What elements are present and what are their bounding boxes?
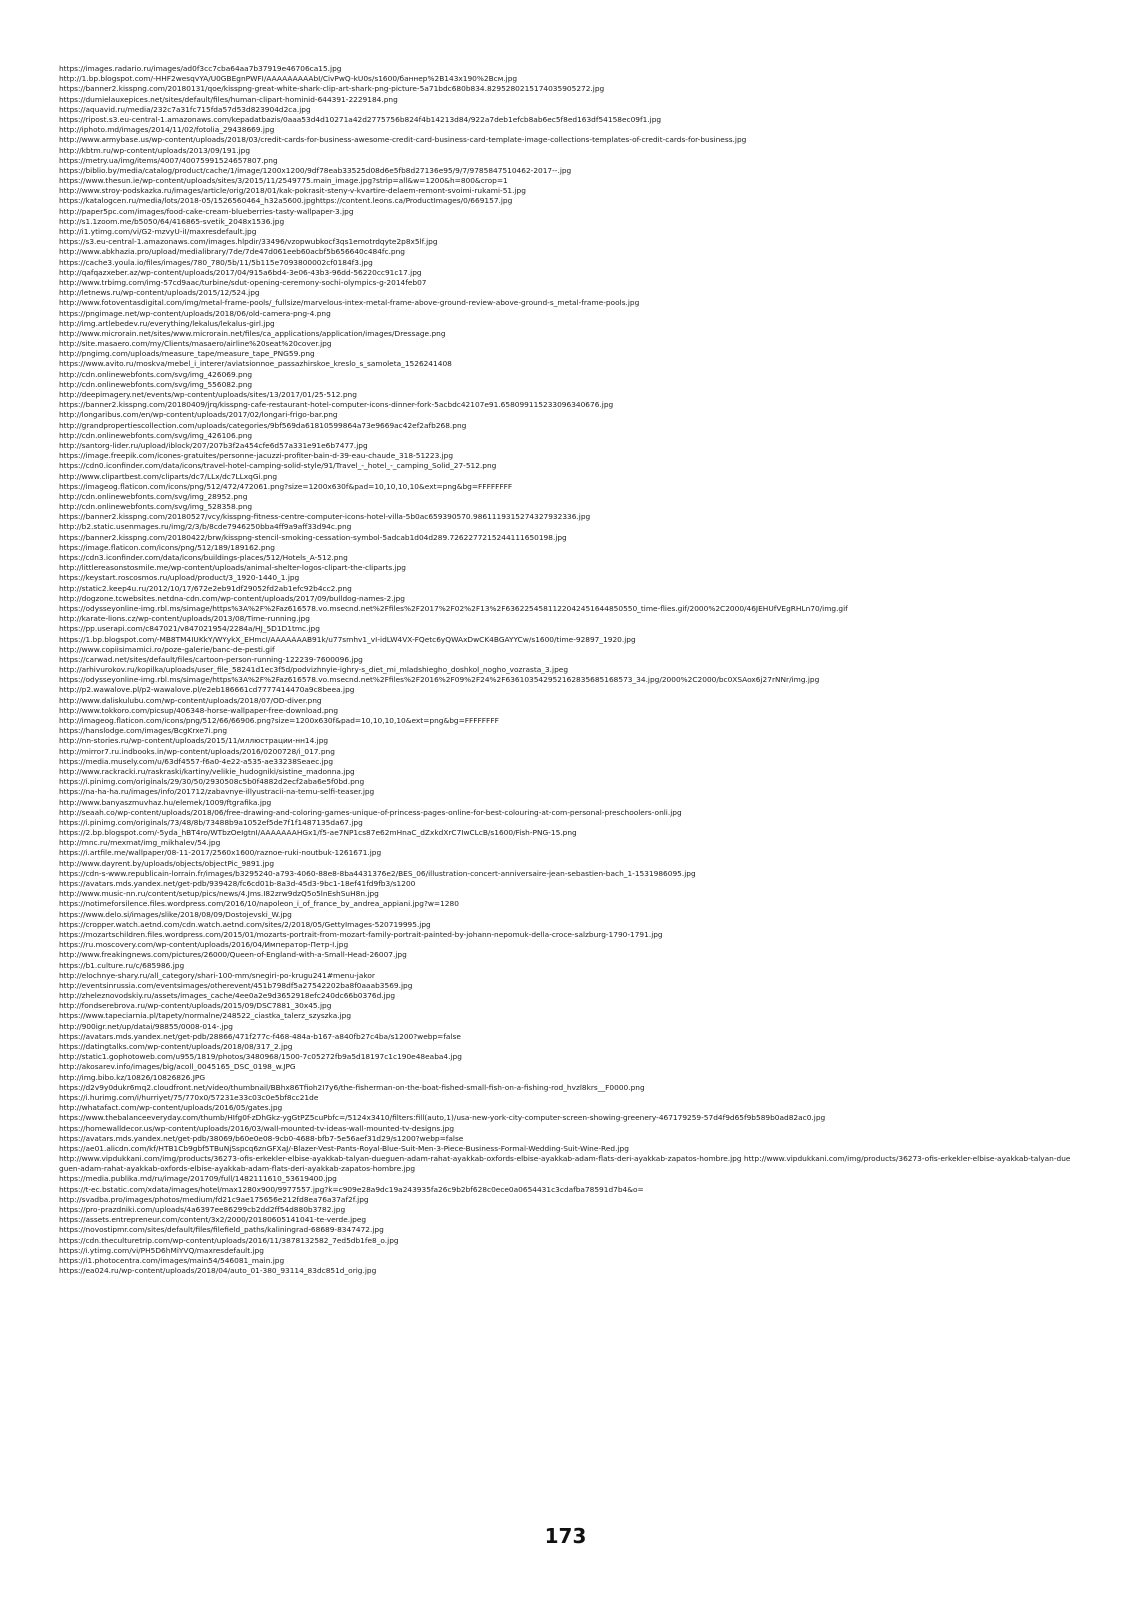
url-line: http://www.armybase.us/wp-content/uploads/2018/03/credit-cards-for-business-awesome-credit-card-business-card-template-image-collections-templates-of-credit-cards-for-business.jpg [59, 135, 747, 145]
url-line: http://akosarev.info/images/big/acoll_0045165_DSC_0198_w.JPG [59, 1062, 296, 1072]
url-line: https://2.bp.blogspot.com/-5yda_hBT4ro/WTbzOeIgtnI/AAAAAAAHGx1/f5-ae7NP1cs87e62mHnaC_dZxkdXrC7IwCLcB/s1600/Fish-PNG-15.png [59, 828, 577, 838]
url-line: http://svadba.pro/images/photos/medium/fd21c9ae175656e212fd8ea76a37af2f.jpg [59, 1194, 369, 1204]
url-line: http://littlereasonstosmile.me/wp-content/uploads/animal-shelter-logos-clipart-the-cliparts.jpg [59, 563, 406, 573]
url-line: https://www.avito.ru/moskva/mebel_i_interer/aviatsionnoe_passazhirskoe_kreslo_s_samoleta_1526241408 [59, 359, 452, 369]
url-line: https://b1.culture.ru/c/685986.jpg [59, 960, 185, 970]
url-line: http://1.bp.blogspot.com/-HHF2wesqvYA/U0GBEgnPWFI/AAAAAAAAAbI/CivPwQ-kU0s/s1600/баннер%2B143x190%2Bсм.jpg [59, 74, 518, 84]
url-line: https://katalogcen.ru/media/lots/2018-05/1526560464_h32a5600.jpghttps://content.leons.ca/ProductImages/0/669157.jpg [59, 196, 513, 206]
url-line: http://eventsinrussia.com/eventsimages/otherevent/451b798df5a27542202ba8f0aaab3569.jpg [59, 980, 413, 990]
url-line: https://cdn-s-www.republicain-lorrain.fr/images/b3295240-a793-4060-88e8-8ba4431376e2/BES_06/illustration-concert-anniversaire-jean-sebastien-bach_1-1531986095.jpg [59, 868, 696, 878]
url-line: https://banner2.kisspng.com/20180527/vcy/kisspng-fitness-centre-computer-icons-hotel-villa-5b0ac659390570.9861119315274327932336.jpg [59, 512, 591, 522]
url-line: http://arhivurokov.ru/kopilka/uploads/user_file_58241d1ec3f5d/podvizhnyie-ighry-s_diet_mi_mladshiegho_doshkol_nogho_vozrasta_3.jpeg [59, 665, 569, 675]
url-line: https://1.bp.blogspot.com/-MB8TM4IUKkY/WYykX_EHmcI/AAAAAAAB91k/u77smhv1_vI-idLW4VX-FQetc6yQWAxDwCK4BGAYYCw/s1600/time-92897_1920.jpg [59, 634, 636, 644]
url-line: https://media.publika.md/ru/image/201709/full/1482111610_53619400.jpg [59, 1174, 337, 1184]
url-line: https://ru.moscovery.com/wp-content/uploads/2016/04/Император-Петр-I.jpg [59, 940, 349, 950]
url-line: https://notimeforsilence.files.wordpress.com/2016/10/napoleon_i_of_france_by_andrea_appiani.jpg?w=1280 [59, 899, 459, 909]
url-line: http://www.rackracki.ru/raskraski/kartiny/velikie_hudogniki/sistine_madonna.jpg [59, 766, 355, 776]
url-line: https://pngimage.net/wp-content/uploads/2018/06/old-camera-png-4.png [59, 308, 331, 318]
url-line: http://www.banyaszmuvhaz.hu/elemek/1009/ftgrafika.jpg [59, 797, 272, 807]
url-line: http://www.abkhazia.pro/upload/medialibrary/7de/7de47d061eeb60acbf5b656640c484fc.png [59, 247, 406, 257]
url-line: https://ripost.s3.eu-central-1.amazonaws.com/kepadatbazis/0aaa53d4d10271a42d2775756b824f4b14213d84/922a7deb1efcb8ab6ec5f8ed163df54158ec09f1.jpg [59, 114, 662, 124]
url-line: http://static1.gophotoweb.com/u955/1819/photos/3480968/1500-7c05272fb9a5d18197c1c190e48eaba4.jpg [59, 1052, 462, 1062]
url-line: https://hanslodge.com/images/BcgKrxe7i.png [59, 726, 228, 736]
url-line: http://p2.wawalove.pl/p2-wawalove.pl/e2eb186661cd7777414470a9c8beea.jpg [59, 685, 355, 695]
url-line: https://mozartschildren.files.wordpress.com/2015/01/mozarts-portrait-from-mozart-family-portrait-painted-by-johann-nepomuk-della-croce-salzburg-1790-1791.jpg [59, 929, 663, 939]
url-line: https://i.ytimg.com/vi/PH5D6hMiYVQ/maxresdefault.jpg [59, 1245, 264, 1255]
url-line: http://elochnye-shary.ru/all_category/shari-100-mm/snegiri-po-krugu241#menu-jakor [59, 970, 375, 980]
url-line: https://i.artfile.me/wallpaper/08-11-2017/2560x1600/raznoe-ruki-noutbuk-1261671.jpg [59, 848, 382, 858]
url-line: http://paper5pc.com/images/food-cake-cream-blueberries-tasty-wallpaper-3.jpg [59, 206, 354, 216]
url-line: http://santorg-lider.ru/upload/iblock/207/207b3f2a454cfe6d57a331e91e6b7477.jpg [59, 440, 368, 450]
url-line: https://homewalldecor.us/wp-content/uploads/2016/03/wall-mounted-tv-ideas-wall-mounted-tv-designs.jpg [59, 1123, 455, 1133]
page-number: 173 [544, 1524, 587, 1548]
url-line: https://www.thesun.ie/wp-content/uploads/sites/3/2015/11/2549775.main_image.jpg?strip=all&w=1200&h=800&crop=1 [59, 176, 508, 186]
url-line: https://i1.photocentra.com/images/main54/546081_main.jpg [59, 1255, 285, 1265]
url-line: http://s1.1zoom.me/b5050/64/416865-svetik_2048x1536.jpg [59, 216, 285, 226]
url-line: https://ae01.alicdn.com/kf/HTB1Cb9gbf5TBuNjSspcq6znGFXaJ/-Blazer-Vest-Pants-Royal-Blue-Suit-Men-3-Piece-Business-Formal-Wedding-Suit-Wine-Red.jpg [59, 1143, 629, 1153]
url-line: http://longaribus.com/en/wp-content/uploads/2017/02/longari-frigo-bar.png [59, 410, 338, 420]
url-line: https://d2v9y0dukr6mq2.cloudfront.net/video/thumbnail/BBhx86Tfioh2I7y6/the-fisherman-on-the-boat-fished-small-fish-on-a-fishing-rod_hvzl8krs__F0000.png [59, 1082, 645, 1092]
url-line: https://banner2.kisspng.com/20180422/brw/kisspng-stencil-smoking-cessation-symbol-5adcab1d04d289.7262277215244111650198.jpg [59, 532, 567, 542]
url-line: http://deepimagery.net/events/wp-content/uploads/sites/13/2017/01/25-512.png [59, 390, 357, 399]
url-line: http://site.masaero.com/my/Clients/masaero/airline%20seat%20cover.jpg [59, 339, 332, 349]
url-line: http://imageog.flaticon.com/icons/png/512/66/66906.png?size=1200x630f&pad=10,10,10,10&ext=png&bg=FFFFFFFF [59, 716, 499, 725]
url-line: https://cdn3.iconfinder.com/data/icons/buildings-places/512/Hotels_A-512.png [59, 553, 348, 562]
url-line: https://cache3.youla.io/files/images/780_780/5b/11/5b115e7093800002cf0184f3.jpg [59, 257, 373, 267]
url-line: http://900igr.net/up/datai/98855/0008-014-.jpg [59, 1021, 233, 1031]
url-line: https://datingtalks.com/wp-content/uploads/2018/08/317_2.jpg [59, 1042, 293, 1051]
url-line: http://www.music-nn.ru/content/setup/pics/news/4.Jms.I82zrw9dzQ5o5lnEshSuH8n.jpg [59, 889, 379, 899]
url-line: http://b2.static.usenmages.ru/img/2/3/b/8cde7946250bba4ff9a9aff33d94c.png [59, 522, 352, 532]
url-line: http://cdn.onlinewebfonts.com/svg/img_528358.png [59, 502, 253, 512]
url-line: https://i.pinimg.com/originals/29/30/50/2930508c5b0f4882d2ecf2aba6e5f0bd.png [59, 777, 365, 787]
url-line: http://cdn.onlinewebfonts.com/svg/img_28952.png [59, 491, 248, 501]
url-line: https://s3.eu-central-1.amazonaws.com/images.hlpdir/33496/vzopwubkocf3qs1emotrdqyte2p8x5lf.jpg [59, 237, 438, 247]
url-line: https://ea024.ru/wp-content/uploads/2018/04/auto_01-380_93114_83dc851d_orig.jpg [59, 1266, 377, 1276]
url-list [59, 64, 1071, 1276]
url-line: http://www.microrain.net/sites/www.microrain.net/files/ca_applications/application/images/Dressage.png [59, 328, 446, 338]
url-line: https://biblio.by/media/catalog/product/cache/1/image/1200x1200/9df78eab33525d08d6e5fb8d27136e95/9/7/9785847510462-2017--.jpg [59, 165, 572, 175]
url-line: http://i1.ytimg.com/vi/G2-mzvyU-iI/maxresdefault.jpg [59, 227, 257, 236]
url-line: https://odysseyonline-img.rbl.ms/simage/https%3A%2F%2Faz616578.vo.msecnd.net%2Ffiles%2F2017%2F02%2F13%2F6362254581122042451644850550_time-flies.gif/2000%2C2000/46JEHUfVEgRHLn70/img.gif [59, 603, 848, 613]
url-line: http://zheleznovodskiy.ru/assets/images_cache/4ee0a2e9d3652918efc240dc66b0376d.jpg [59, 991, 396, 1001]
url-line: http://www.fotoventasdigital.com/img/metal-frame-pools/_fullsize/marvelous-intex-metal-frame-above-ground-review-above-ground-s_metal-frame-pools.jpg [59, 298, 640, 308]
url-line: https://cdn0.iconfinder.com/data/icons/travel-hotel-camping-solid-style/91/Travel_-_hotel_-_camping_Solid_27-512.png [59, 461, 497, 471]
url-line: https://banner2.kisspng.com/20180131/qoe/kisspng-great-white-shark-clip-art-shark-png-picture-5a71bdc680b834.8295280215174035905272.jpg [59, 84, 605, 94]
url-line: https://carwad.net/sites/default/files/cartoon-person-running-122239-7600096.jpg [59, 654, 363, 664]
url-line: http://www.copiisimamici.ro/poze-galerie/banc-de-pesti.gif [59, 644, 275, 654]
url-line: https://cropper.watch.aetnd.com/cdn.watch.aetnd.com/sites/2/2018/05/GettyImages-520719995.jpg [59, 919, 431, 929]
url-line: http://mirror7.ru.indbooks.in/wp-content/uploads/2016/0200728/i_017.png [59, 746, 335, 756]
url-line: http://www.freakingnews.com/pictures/26000/Queen-of-England-with-a-Small-Head-26007.jpg [59, 950, 407, 960]
url-line: https://pro-prazdniki.com/uploads/4a6397ee86299cb2dd2ff54d880b3782.jpg [59, 1205, 346, 1214]
url-line: http://pngimg.com/uploads/measure_tape/measure_tape_PNG59.png [59, 349, 315, 359]
url-line: http://dogzone.tcwebsites.netdna-cdn.com/wp-content/uploads/2017/09/bulldog-names-2.jpg [59, 593, 405, 603]
url-line: https://image.freepik.com/icones-gratuites/personne-jacuzzi-profiter-bain-d-39-eau-chaude_318-51223.jpg [59, 451, 454, 461]
url-line: https://cdn.theculturetrip.com/wp-content/uploads/2016/11/3878132582_7ed5db1fe8_o.jpg [59, 1235, 399, 1245]
url-line: http://grandpropertiescollection.com/uploads/categories/9bf569da61810599864a73e9669ac42ef2afb268.png [59, 420, 467, 430]
url-line: https://novostipmr.com/sites/default/files/filefield_paths/kaliningrad-68689-8347472.jpg [59, 1225, 384, 1235]
url-line: http://img.artlebedev.ru/everything/lekalus/lekalus-girl.jpg [59, 318, 275, 328]
url-line: https://image.flaticon.com/icons/png/512/189/189162.png [59, 542, 275, 552]
url-line: http://karate-lions.cz/wp-content/uploads/2013/08/Time-running.jpg [59, 614, 310, 624]
url-line: https://www.delo.si/images/slike/2018/08/09/Dostojevski_W.jpg [59, 909, 292, 919]
url-line: http://static2.keep4u.ru/2012/10/17/672e2eb91df29052fd2ab1efc92b4cc2.png [59, 583, 352, 593]
url-line: https://www.thebalanceeveryday.com/thumb/HIfg0f-zDhGkz-ygGtPZ5cuPbfc=/5124x3410/filters:fill(auto,1)/usa-new-york-city-computer-screen-showing-greenery-467179259-57d4f9d65f9b589b0ad82ac0.jpg [59, 1113, 826, 1123]
url-line: https://banner2.kisspng.com/20180409/jrq/kisspng-cafe-restaurant-hotel-computer-icons-dinner-fork-5acbdc42107e91.6580991152330963406​76.jpg [59, 400, 614, 410]
url-line: http://seaah.co/wp-content/uploads/2018/06/free-drawing-and-coloring-games-unique-of-princess-pages-online-for-best-colouring-at-com-personal-preschoolers-onli.jpg [59, 807, 682, 817]
url-line: http://www.trbimg.com/img-57cd9aac/turbine/sdut-opening-ceremony-sochi-olympics-g-2014feb07 [59, 277, 427, 287]
url-line: https://avatars.mds.yandex.net/get-pdb/939428/fc6cd01b-8a3d-45d3-9bc1-18ef41fd9fb3/s1200 [59, 879, 416, 888]
url-line: http://www.tokkoro.com/picsup/406348-horse-wallpaper-free-download.png [59, 705, 339, 715]
url-line: https://assets.entrepreneur.com/content/3x2/2000/20180605141041-te-verde.jpeg [59, 1215, 367, 1225]
url-line: http://www.stroy-podskazka.ru/images/article/orig/2018/01/kak-pokrasit-steny-v-kvartire-delaem-remont-svoimi-rukami-51.jpg [59, 186, 526, 196]
url-line: http://www.vipdukkani.com/img/products/36273-ofis-erkekler-elbise-ayakkab-talyan-dueguen-adam-rahat-ayakkab-oxfords-elbise-ayakkab-adam-flats-deri-ayakkab-zapatos-hombre.jpg http://www.vipdukkani.com/img/products/36273-ofis-erkekler-elbise-ayakkab-talyan-dueguen-adam-rahat-ayakkab-oxfords-elbise-ayakkab-adam-flats-deri-ayakkab-zapatos-hombre.jpg [59, 1154, 1071, 1174]
url-line: http://www.dayrent.by/uploads/objects/objectPic_9891.jpg [59, 858, 275, 868]
url-line: http://kbtm.ru/wp-content/uploads/2013/09/191.jpg [59, 145, 251, 155]
url-line: http://whatafact.com/wp-content/uploads/2016/05/gates.jpg [59, 1103, 283, 1113]
url-line: http://nn-stories.ru/wp-content/uploads/2015/11/иллюстрации-нн14.jpg [59, 736, 329, 746]
url-line: https://imageog.flaticon.com/icons/png/512/472/472061.png?size=1200x630f&pad=10,10,10,10&ext=png&bg=FFFFFFFF [59, 481, 513, 491]
url-line: http://www.clipartbest.com/cliparts/dc7/LLx/dc7LLxqGi.png [59, 471, 278, 481]
url-line: http://img.bibo.kz/10826/10826826.JPG [59, 1072, 206, 1082]
url-line: https://odysseyonline-img.rbl.ms/simage/https%3A%2F%2Faz616578.vo.msecnd.net%2Ffiles%2F2016%2F09%2F24%2F636103542952162835685168573_34.jpg/2000%2C2000/bc0XSAox6j27rNNr/img.jpg [59, 675, 820, 685]
url-line: https://aquavid.ru/media/232c7a31fc715fda57d53d823904d2ca.jpg [59, 104, 311, 114]
url-line: http://cdn.onlinewebfonts.com/svg/img_426106.png [59, 430, 253, 440]
url-line: https://i.pinimg.com/originals/73/48/8b/73488b9a1052ef5de7f1f1487135da67.jpg [59, 817, 363, 827]
url-line: http://mnc.ru/mexmat/img_mikhalev/54.jpg [59, 838, 221, 848]
url-line: https://keystart.roscosmos.ru/upload/product/3_1920-1440_1.jpg [59, 573, 300, 583]
url-line: http://cdn.onlinewebfonts.com/svg/img_426069.png [59, 369, 253, 379]
url-line: http://cdn.onlinewebfonts.com/svg/img_556082.png [59, 379, 253, 389]
url-line: https://avatars.mds.yandex.net/get-pdb/28866/471f277c-f468-484a-b167-a840fb27c4ba/s1200?webp=false [59, 1031, 461, 1041]
url-line: http://fondserebrova.ru/wp-content/uploads/2015/09/DSC7881_30x45.jpg [59, 1001, 332, 1011]
url-line: https://images.radario.ru/images/ad0f3cc7cba64aa7b37919e46706ca15.jpg [59, 64, 342, 73]
url-line: https://avatars.mds.yandex.net/get-pdb/38069/b60e0e08-9cb0-4688-bfb7-5e56aef31d29/s1200?webp=false [59, 1133, 464, 1143]
url-line: https://i.hurimg.com/i/hurriyet/75/770x0/57231e33c03c0e5bf8cc21de [59, 1092, 319, 1102]
url-line: https://media.musely.com/u/63df4557-f6a0-4e22-a535-ae33238Seaec.jpg [59, 756, 334, 766]
url-line: http://www.daliskulubu.com/wp-content/uploads/2018/07/OD-diver.png [59, 695, 322, 705]
url-line: https://dumielauxepices.net/sites/default/files/human-clipart-hominid-644391-2229184.png [59, 94, 398, 104]
url-line: http://qafqazxeber.az/wp-content/uploads/2017/04/915a6bd4-3e06-43b3-96dd-56220cc91c17.jpg [59, 267, 422, 277]
url-line: https://www.tapeciarnia.pl/tapety/normalne/248522_ciastka_talerz_szyszka.jpg [59, 1011, 352, 1021]
url-line: http://iphoto.md/images/2014/11/02/fotolia_29438669.jpg [59, 125, 275, 135]
url-line: https://na-ha-ha.ru/images/info/201712/zabavnye-illyustracii-na-temu-selfi-teaser.jpg [59, 787, 375, 797]
url-line: https://metry.ua/img/items/4007/40075991524657807.png [59, 155, 278, 165]
url-line: http://letnews.ru/wp-content/uploads/2015/12/524.jpg [59, 288, 260, 298]
url-line: https://pp.userapi.com/c847021/v847021954/2284a/HJ_5D1D1tmc.jpg [59, 624, 320, 634]
url-line: https://t-ec.bstatic.com/xdata/images/hotel/max1280x900/9977557.jpg?k=c909e28a9dc19a243935fa26c9b2bf628c0ece0a0654431c3cdafba78591d7b4&o= [59, 1184, 644, 1194]
